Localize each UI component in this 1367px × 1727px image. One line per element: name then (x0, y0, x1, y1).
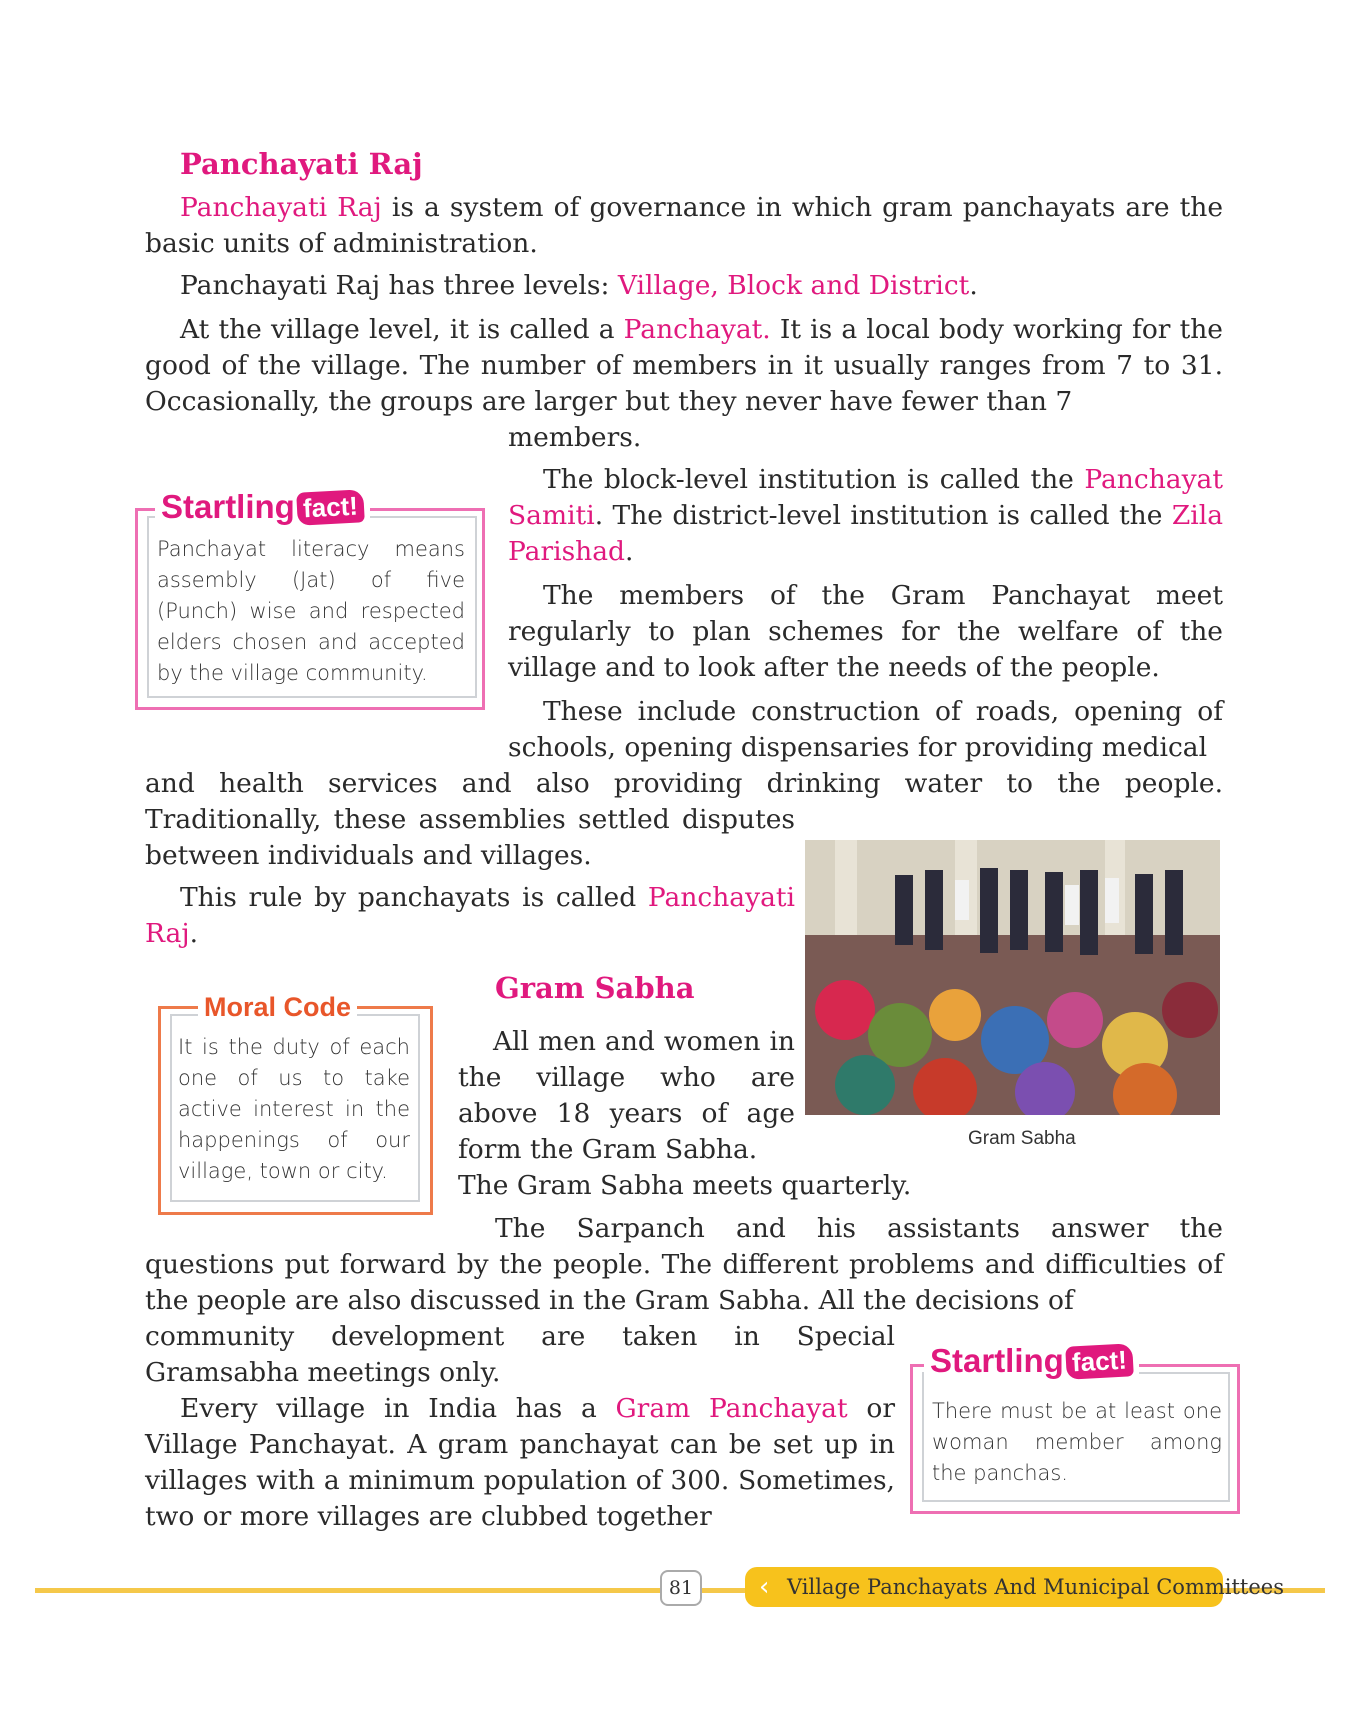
paragraph (145, 880, 795, 952)
paragraph: The members of the Gram Panchayat meet regularly to plan schemes for the welfare of the village and to look after the needs of the people. (508, 580, 1223, 683)
fact-text: Panchayat literacy means assembly (Jat) of five (Punch) wise and respected elders chosen and accepted by the village community. (157, 537, 465, 685)
text: Every village in India has a (180, 1393, 616, 1424)
text: At the village level, it is called a (180, 314, 624, 345)
moral-code-heading: Moral Code (198, 994, 357, 1021)
text: This rule by panchayats is called (180, 882, 648, 913)
paragraph: All men and women in the village who are above 18 years of age form the Gram Sabha. (458, 1026, 795, 1165)
footer-rule-left (35, 1588, 660, 1593)
text: members. (508, 422, 642, 453)
fact-text: There must be at least one woman member among the panchas. (932, 1399, 1222, 1485)
paragraph: These include construction of roads, opening of schools, opening dispensaries for providing medical (508, 696, 1223, 763)
fact-badge: fact! (1065, 1343, 1134, 1379)
key-term: Panchayati Raj (180, 192, 382, 223)
startling-fact-box (910, 1344, 1240, 1514)
startling-fact-heading (155, 490, 370, 524)
text: . The district-level institution is called the (594, 500, 1172, 531)
key-term: Panchayat Samiti (508, 464, 1223, 531)
page-number: 81 (660, 1570, 702, 1606)
paragraph (145, 1391, 895, 1535)
text: Panchayati Raj has three levels: (180, 270, 618, 301)
chapter-tab (745, 1567, 1284, 1607)
startling-fact-heading (924, 1344, 1139, 1378)
text: . (969, 270, 978, 301)
text: . (625, 536, 634, 567)
paragraph: Traditionally, these assemblies settled disputes between individuals and villages. (145, 804, 795, 871)
section-title-gram-sabha: Gram Sabha (495, 971, 695, 1005)
paragraph (145, 312, 1223, 420)
paragraph: and health services and also providing drinking water to the people. (145, 768, 1223, 799)
paragraph: community development are taken in Special Gramsabha meetings only. (145, 1321, 895, 1388)
key-term: Panchayati Raj (145, 882, 795, 949)
key-term: Gram Panchayat (615, 1393, 848, 1424)
crowd-illustration (805, 840, 1220, 1115)
moral-code-box (158, 990, 433, 1215)
fact-badge: fact! (296, 489, 365, 525)
moral-text: It is the duty of each one of us to take active interest in the happenings of our village, town or city. (178, 1035, 410, 1183)
paragraph (145, 268, 1223, 304)
text: is a system of governance in which gram panchayats are the basic units of administration. (145, 192, 1224, 259)
key-term: Zila Parishad (508, 500, 1223, 567)
paragraph: questions put forward by the people. The different problems and difficulties of the people are also discussed in the Gram Sabha. All the decisions of (145, 1249, 1223, 1316)
startling-label: Startling (930, 1342, 1064, 1379)
key-term: Village, Block and District (617, 270, 970, 301)
paragraph (508, 462, 1223, 570)
photo-caption: Gram Sabha (968, 1128, 1076, 1149)
startling-fact-box (135, 488, 485, 710)
gram-sabha-photo (805, 840, 1220, 1115)
text: The block-level institution is called the (543, 464, 1085, 495)
chapter-title: Village Panchayats And Municipal Committees (787, 1575, 1284, 1599)
key-term: Panchayat. (623, 314, 771, 345)
text: . (189, 918, 199, 949)
text: It is a local body working for the good of the village. The number of members in it usually ranges from 7 to 31. Occasionally, the groups are larger but they never have fewer than 7 (145, 314, 1223, 417)
chevron-left-icon: ‹ (759, 1572, 770, 1602)
text: The Gram Sabha meets quarterly. (458, 1170, 912, 1201)
paragraph (145, 190, 1223, 262)
paragraph: The Sarpanch and his assistants answer the (495, 1213, 1223, 1244)
section-title-panchayati-raj: Panchayati Raj (180, 147, 423, 181)
startling-label: Startling (161, 488, 295, 525)
text: or Village Panchayat. A gram panchayat can be set up in villages with a minimum population of 300. Sometimes, two or more villages are clubbed together (145, 1393, 896, 1532)
